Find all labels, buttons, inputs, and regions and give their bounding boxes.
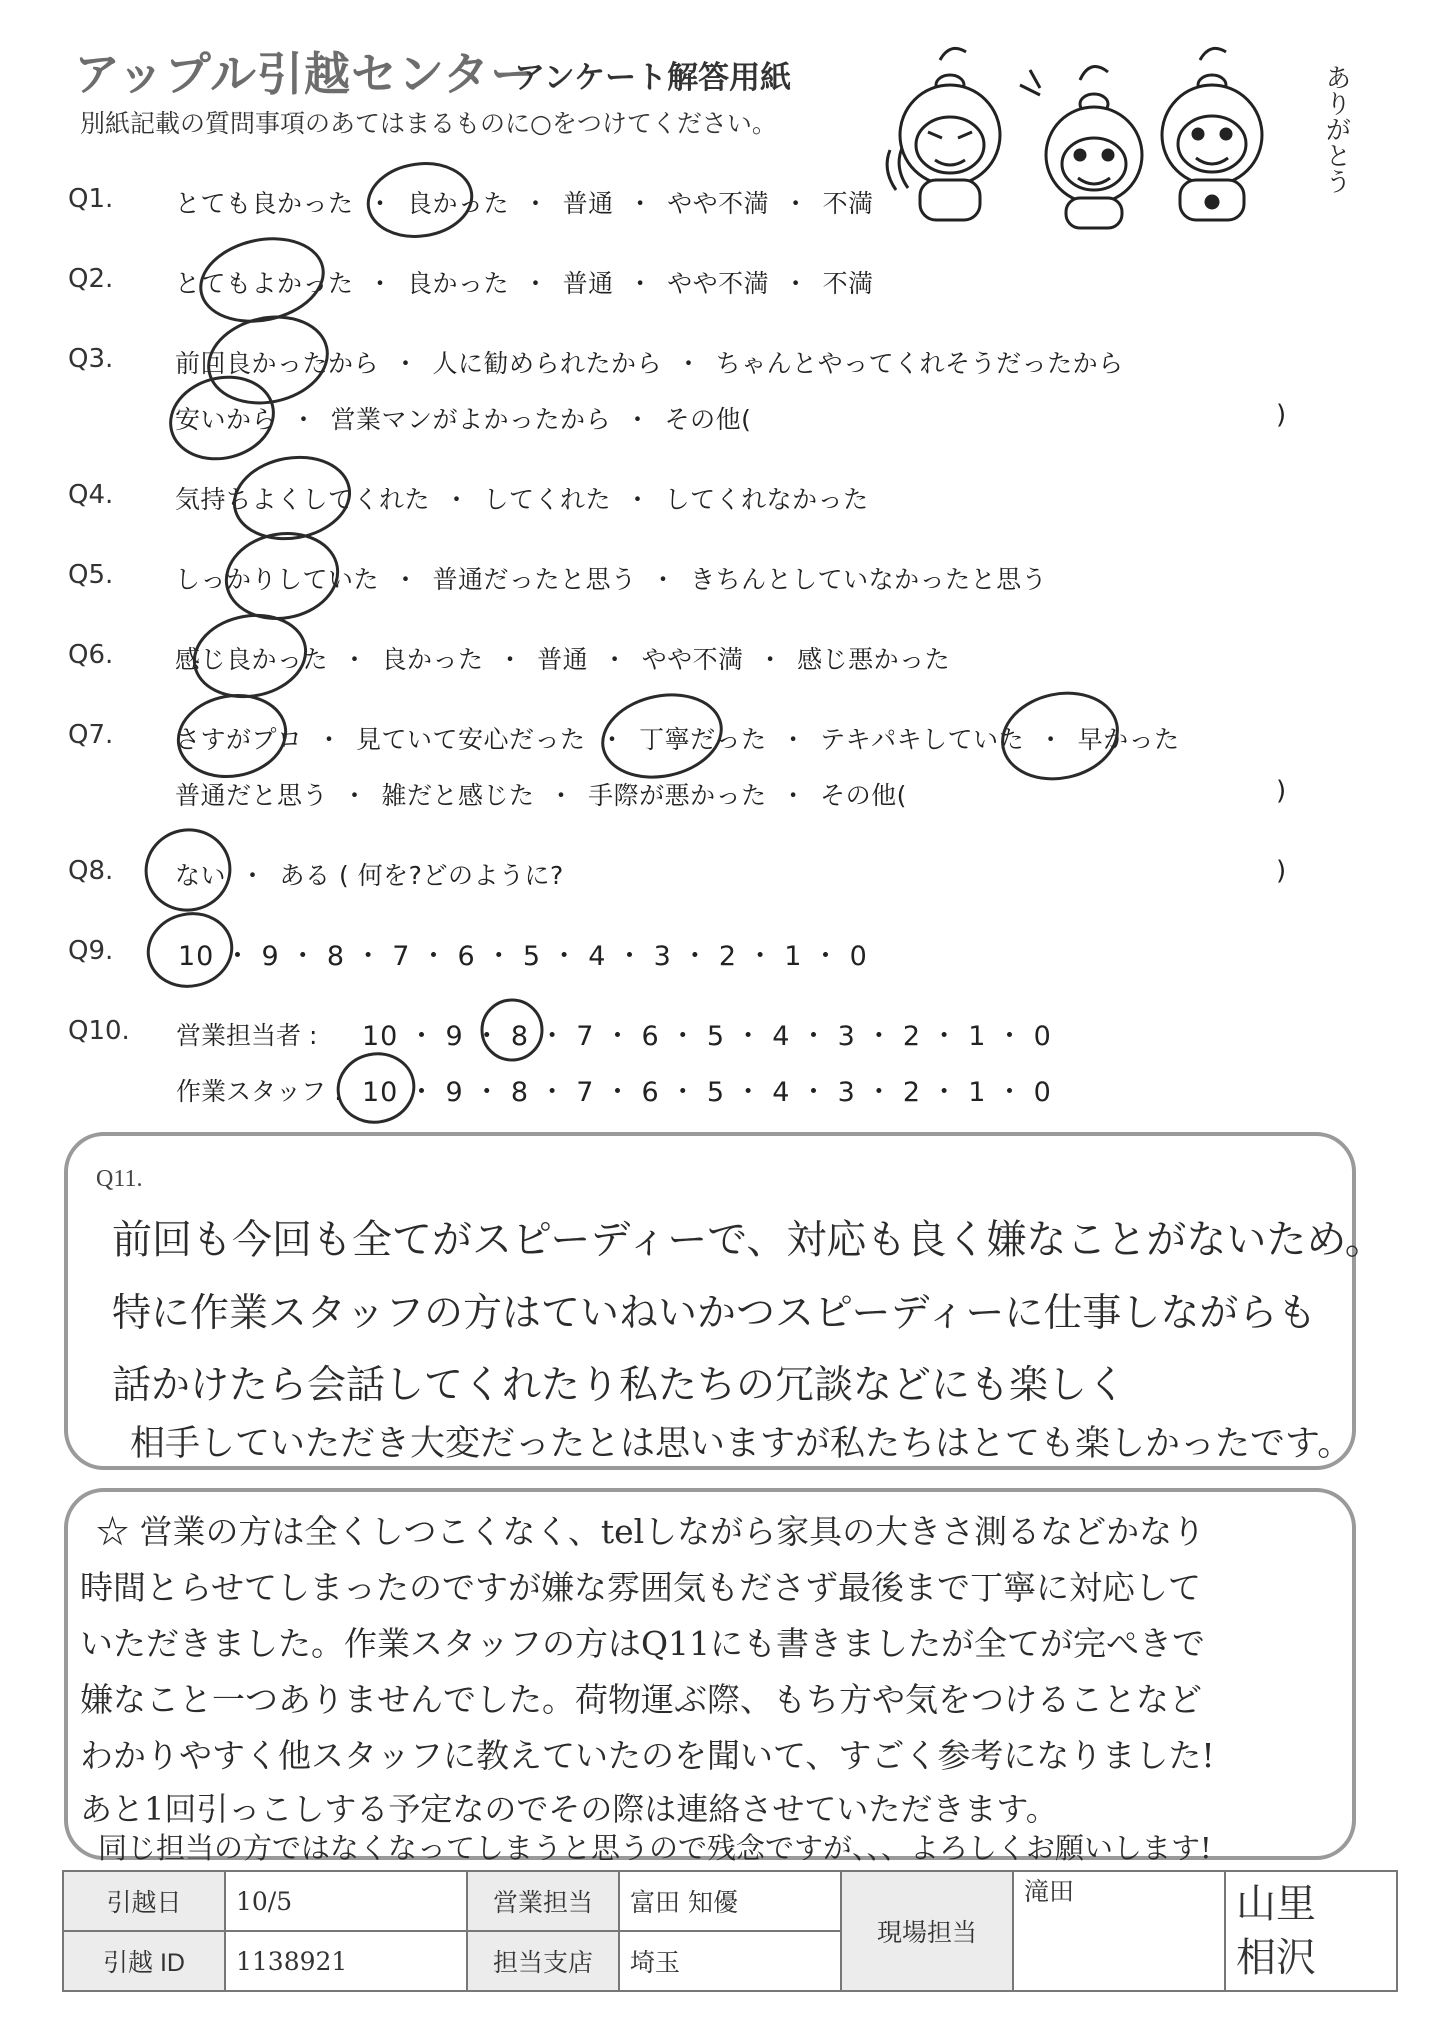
q3-options-line1: 前回良かったから ・ 人に勧められたから ・ ちゃんとやってくれそうだったから bbox=[175, 349, 1124, 378]
comment-line: 同じ担当の方ではなくなってしまうと思うので残念ですが、、、よろしくお願いします! bbox=[98, 1831, 1212, 1865]
q8-option[interactable]: ある ( 何を?どのように? bbox=[279, 861, 564, 890]
q6-number: Q6. bbox=[68, 640, 114, 670]
q1-option[interactable]: やや不満 bbox=[667, 189, 770, 218]
q3-option[interactable]: 安いから bbox=[175, 405, 278, 434]
mascot-2 bbox=[1020, 67, 1142, 228]
instruction-text: 別紙記載の質問事項のあてはまるものに○をつけてください。 bbox=[80, 109, 777, 138]
q11-line: 特に作業スタッフの方はていねいかつスピーディーに仕事しながらも bbox=[112, 1291, 1317, 1336]
site-value-2[interactable] bbox=[1225, 1871, 1397, 1991]
move-date-value[interactable]: 10/5 bbox=[225, 1871, 467, 1931]
footer-table bbox=[62, 1870, 1398, 1992]
q3-option[interactable]: ちゃんとやってくれそうだったから bbox=[715, 349, 1124, 378]
q10-number: Q10. bbox=[68, 1016, 130, 1046]
q7-option[interactable]: さすがプロ bbox=[175, 725, 303, 754]
q1-number: Q1. bbox=[68, 184, 114, 214]
q7-option[interactable]: 早かった bbox=[1077, 725, 1180, 754]
q6-option[interactable]: 感じ良かった bbox=[175, 645, 329, 674]
q1-options: とても良かった ・ 良かった ・ 普通 ・ やや不満 ・ 不満 bbox=[175, 189, 874, 218]
q7-options-line1: さすがプロ ・ 見ていて安心だった ・ 丁寧だった ・ テキパキしていた ・ 早かった bbox=[175, 725, 1180, 754]
q10-sales-scale[interactable]: 10 ・ 9 ・ 8 ・ 7 ・ 6 ・ 5 ・ 4 ・ 3 ・ 2 ・ 1 ・ 0 bbox=[362, 1021, 1052, 1052]
q11-label: Q11. bbox=[96, 1166, 143, 1192]
q10-staff-scale[interactable]: 10 ・ 9 ・ 8 ・ 7 ・ 6 ・ 5 ・ 4 ・ 3 ・ 2 ・ 1 ・ 0 bbox=[362, 1077, 1052, 1108]
q3-close-paren: ) bbox=[1276, 400, 1287, 430]
q6-option[interactable]: 普通 bbox=[537, 645, 589, 674]
sales-value[interactable]: 富田 知優 bbox=[619, 1871, 841, 1931]
q5-option[interactable]: きちんとしていなかったと思う bbox=[690, 565, 1048, 594]
site-label: 現場担当 bbox=[841, 1871, 1013, 1991]
q7-option[interactable]: 雑だと感じた bbox=[381, 781, 535, 810]
comment-line: 嫌なこと一つありませんでした。荷物運ぶ際、もち方や気をつけることなど bbox=[80, 1680, 1202, 1719]
q2-option[interactable]: とてもよかった bbox=[175, 269, 354, 298]
q11-line: 相手していただき大変だったとは思いますが私たちはとても楽しかったです。 bbox=[130, 1424, 1353, 1464]
q8-options: ない ・ ある ( 何を?どのように? bbox=[175, 861, 564, 890]
q10-staff-label: 作業スタッフ : bbox=[176, 1077, 343, 1106]
q7-option[interactable]: テキパキしていた bbox=[820, 725, 1025, 754]
q2-options: とてもよかった ・ 良かった ・ 普通 ・ やや不満 ・ 不満 bbox=[175, 269, 874, 298]
move-id-label: 引越 ID bbox=[63, 1931, 225, 1991]
move-id-value[interactable]: 1138921 bbox=[225, 1931, 467, 1991]
site-staff-2: 相沢 bbox=[1236, 1935, 1316, 1981]
q5-options: しっかりしていた ・ 普通だったと思う ・ きちんとしていなかったと思う bbox=[175, 565, 1048, 594]
mascot-illustration bbox=[880, 40, 1340, 230]
q9-scale[interactable]: 10 ・ 9 ・ 8 ・ 7 ・ 6 ・ 5 ・ 4 ・ 3 ・ 2 ・ 1 ・ 0 bbox=[178, 941, 868, 972]
comment-line: 時間とらせてしまったのですが嫌な雰囲気もださず最後まで丁寧に対応して bbox=[80, 1568, 1202, 1607]
q7-option[interactable]: 手際が悪かった bbox=[588, 781, 767, 810]
q8-number: Q8. bbox=[68, 856, 114, 886]
branch-value[interactable]: 埼玉 bbox=[619, 1931, 841, 1991]
q2-option[interactable]: やや不満 bbox=[667, 269, 770, 298]
mascot-3 bbox=[1162, 48, 1262, 220]
q1-option[interactable]: とても良かった bbox=[175, 189, 354, 218]
q3-option[interactable]: 人に勧められたから bbox=[432, 349, 663, 378]
q8-option[interactable]: ない bbox=[175, 861, 227, 890]
q6-option[interactable]: やや不満 bbox=[641, 645, 744, 674]
q4-options: 気持ちよくしてくれた ・ してくれた ・ してくれなかった bbox=[175, 485, 869, 514]
q3-option[interactable]: その他( bbox=[664, 405, 752, 434]
q3-option[interactable]: 営業マンがよかったから bbox=[330, 405, 612, 434]
form-subtitle: アンケート解答用紙 bbox=[514, 60, 792, 96]
q7-option[interactable]: 普通だと思う bbox=[175, 781, 329, 810]
q4-option[interactable]: 気持ちよくしてくれた bbox=[175, 485, 431, 514]
q3-number: Q3. bbox=[68, 344, 114, 374]
q11-box bbox=[64, 1132, 1385, 1470]
site-value-1[interactable]: 滝田 bbox=[1013, 1871, 1225, 1991]
q9-number: Q9. bbox=[68, 936, 114, 966]
q7-option[interactable]: 見ていて安心だった bbox=[356, 725, 586, 754]
comment-line: わかりやすく他スタッフに教えていたのを聞いて、すごく参考になりました! bbox=[80, 1736, 1215, 1775]
q7-number: Q7. bbox=[68, 720, 114, 750]
comment-line: いただきました。作業スタッフの方はQ11にも書きましたが全てが完ぺきで bbox=[80, 1624, 1206, 1663]
q10-sales-label: 営業担当者 : bbox=[176, 1021, 318, 1050]
q11-line: 前回も今回も全てがスピーディーで、対応も良く嫌なことがないため。 bbox=[112, 1217, 1385, 1263]
q5-option[interactable]: しっかりしていた bbox=[175, 565, 380, 594]
thanks-text: ありがとう bbox=[1321, 64, 1351, 194]
q7-option[interactable]: その他( bbox=[820, 781, 907, 810]
q5-option[interactable]: 普通だったと思う bbox=[432, 565, 637, 594]
q1-option[interactable]: 不満 bbox=[822, 189, 874, 218]
q6-option[interactable]: 感じ悪かった bbox=[797, 645, 951, 674]
q7-close-paren: ) bbox=[1276, 776, 1287, 806]
q4-option[interactable]: してくれなかった bbox=[664, 485, 869, 514]
q1-option[interactable]: 普通 bbox=[562, 189, 614, 218]
comment-box bbox=[64, 1488, 1356, 1865]
mascot-1 bbox=[887, 48, 1000, 220]
q2-option[interactable]: 不満 bbox=[822, 269, 874, 298]
site-staff-1: 山里 bbox=[1236, 1881, 1316, 1927]
q3-option[interactable]: 前回良かったから bbox=[175, 349, 380, 378]
q4-number: Q4. bbox=[68, 480, 114, 510]
sales-label: 営業担当 bbox=[467, 1871, 619, 1931]
q4-option[interactable]: してくれた bbox=[483, 485, 612, 514]
comment-line: あと1回引っこしする予定なのでその際は連絡させていただきます。 bbox=[80, 1790, 1058, 1828]
move-date-label: 引越日 bbox=[63, 1871, 225, 1931]
q8-close-paren: ) bbox=[1276, 856, 1287, 886]
q6-options: 感じ良かった ・ 良かった ・ 普通 ・ やや不満 ・ 感じ悪かった bbox=[175, 645, 951, 674]
q6-option[interactable]: 良かった bbox=[381, 645, 484, 674]
q3-options-line2: 安いから ・ 営業マンがよかったから ・ その他( bbox=[175, 405, 752, 434]
q11-line: 話かけたら会話してくれたり私たちの冗談などにも楽しく bbox=[112, 1363, 1127, 1408]
branch-label: 担当支店 bbox=[467, 1931, 619, 1991]
company-title: アップル引越センター bbox=[74, 47, 538, 101]
comment-line: ☆ 営業の方は全くしつこくなく、telしながら家具の大きさ測るなどかなり bbox=[96, 1512, 1206, 1551]
q7-option[interactable]: 丁寧だった bbox=[639, 725, 767, 754]
q2-option[interactable]: 良かった bbox=[407, 269, 510, 298]
q1-option[interactable]: 良かった bbox=[407, 189, 510, 218]
q7-options-line2: 普通だと思う ・ 雑だと感じた ・ 手際が悪かった ・ その他( bbox=[175, 781, 907, 810]
q2-option[interactable]: 普通 bbox=[562, 269, 614, 298]
q2-number: Q2. bbox=[68, 264, 114, 294]
q5-number: Q5. bbox=[68, 560, 114, 590]
